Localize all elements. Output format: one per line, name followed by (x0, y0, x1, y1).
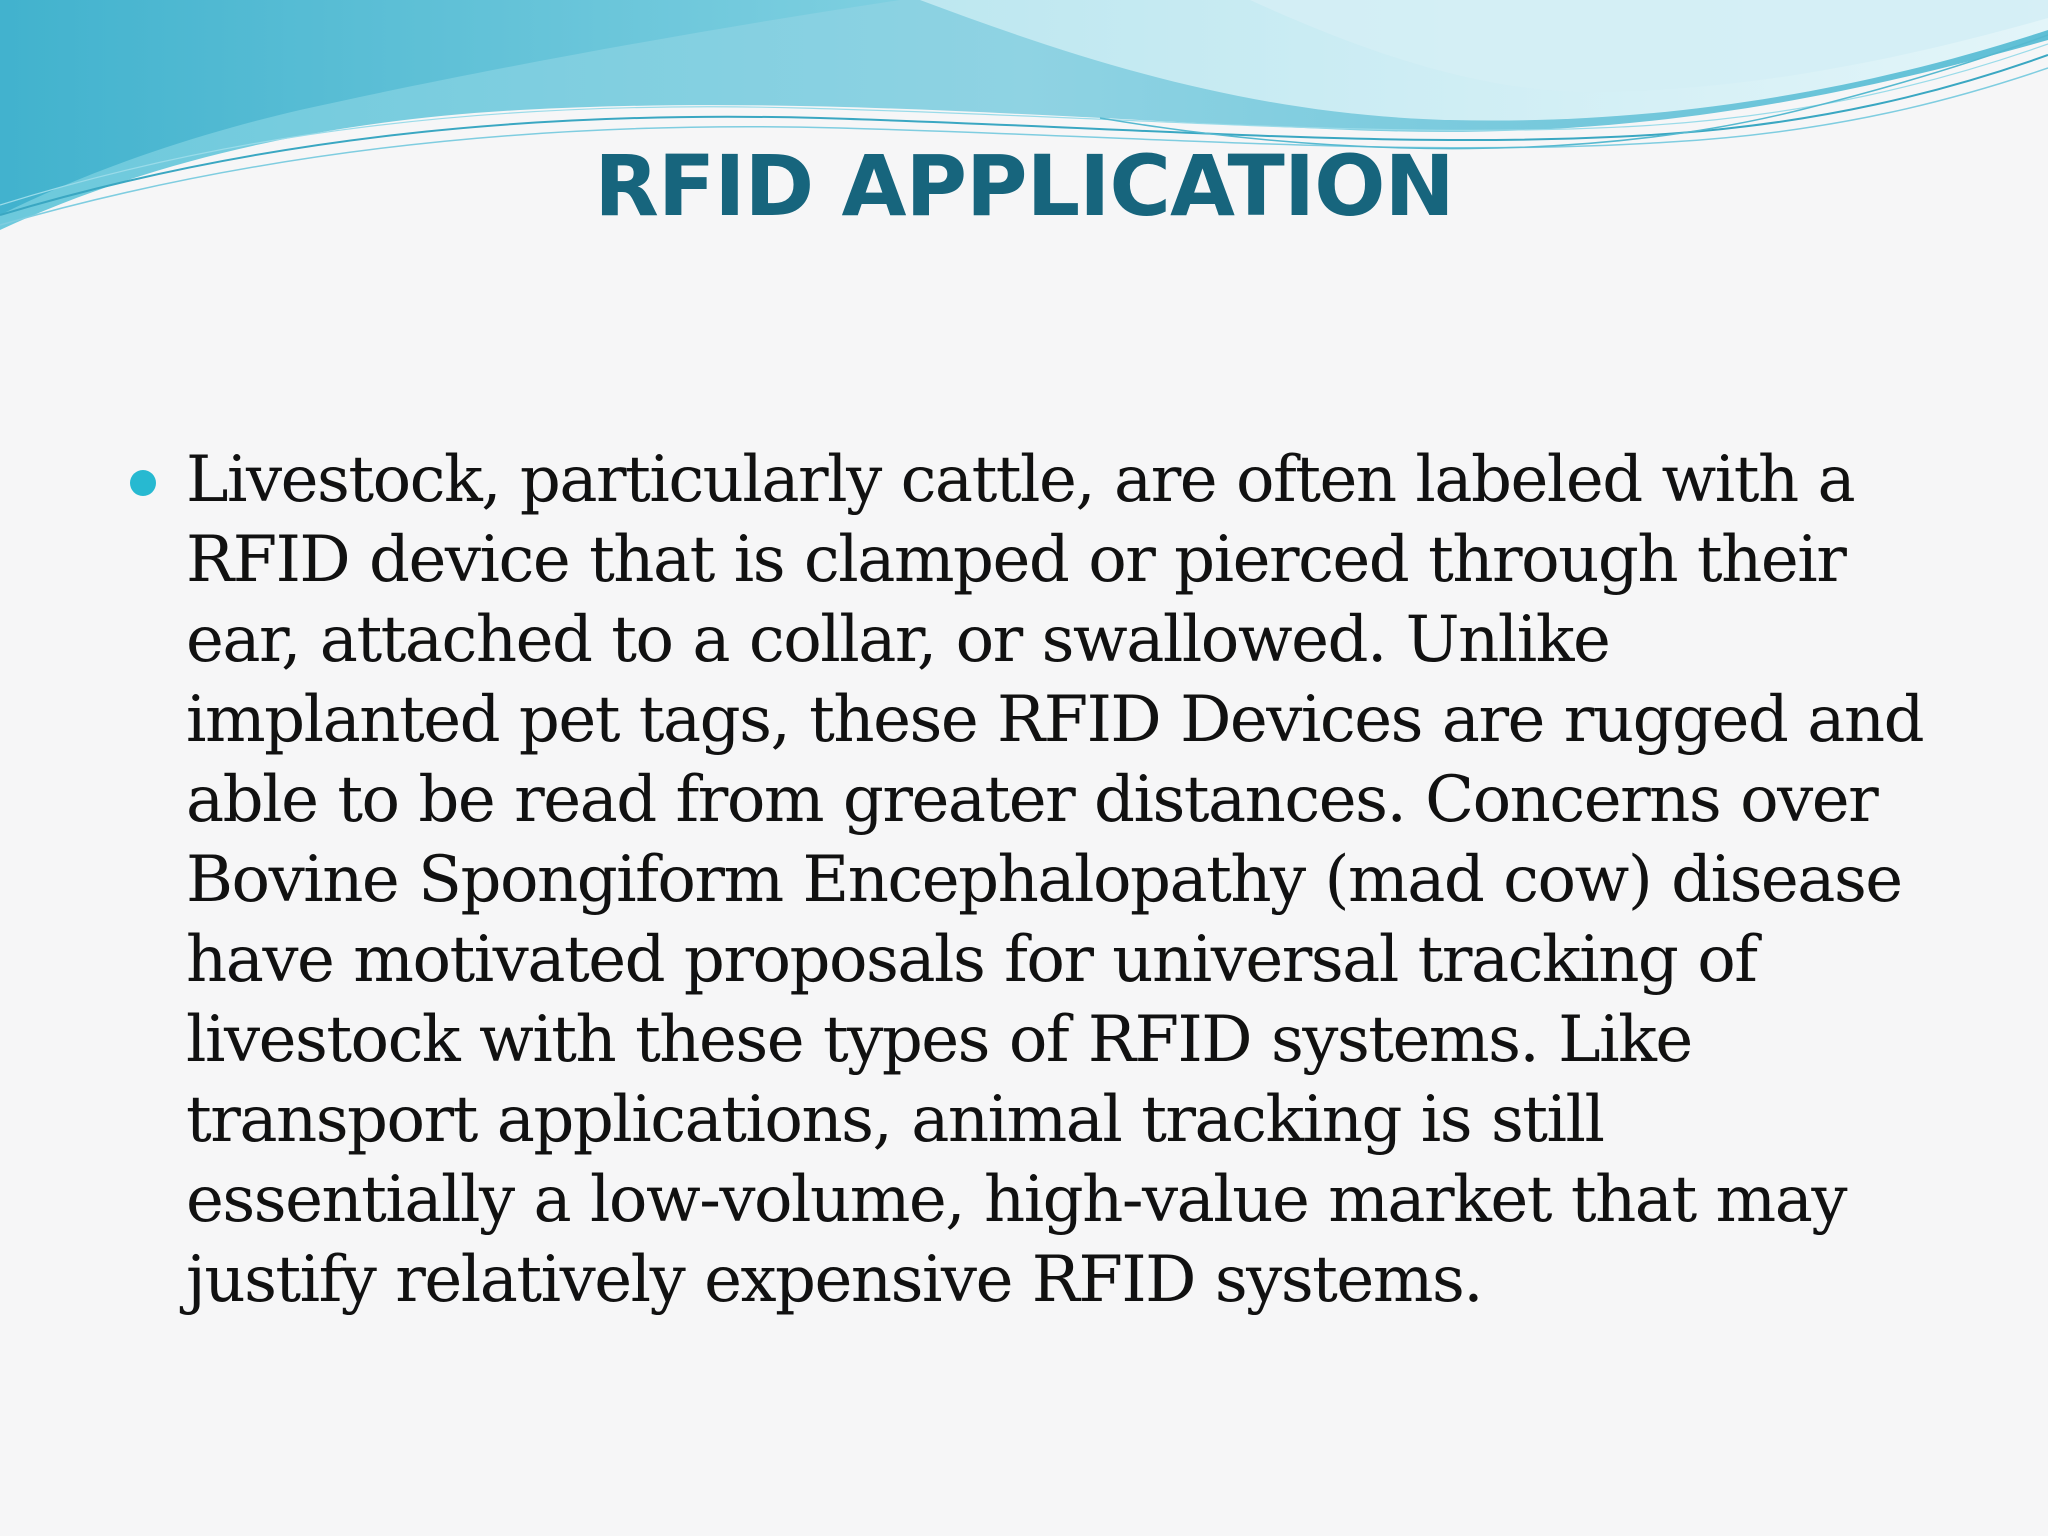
bullet-item (130, 440, 1930, 1320)
slide-title: RFID APPLICATION (594, 137, 1454, 235)
bullet-dot-icon (130, 470, 156, 496)
bullet-text: Livestock, particularly cattle, are often labeled with a RFID device that is clamped or pierced through their ear, attached to a collar, or swallowed. Unlike implanted pet tags, these RFID Devices are rugged and able to be read from greater distances. Concerns over Bovine Spongiform Encephalopathy (mad cow) disease have motivated proposals for universal tracking of livestock with these types of RFID systems. Like transport applications, animal tracking is still essentially a low-volume, high-value market that may justify relatively expensive RFID systems. (186, 443, 1924, 1317)
bullet-list (130, 440, 1930, 1320)
